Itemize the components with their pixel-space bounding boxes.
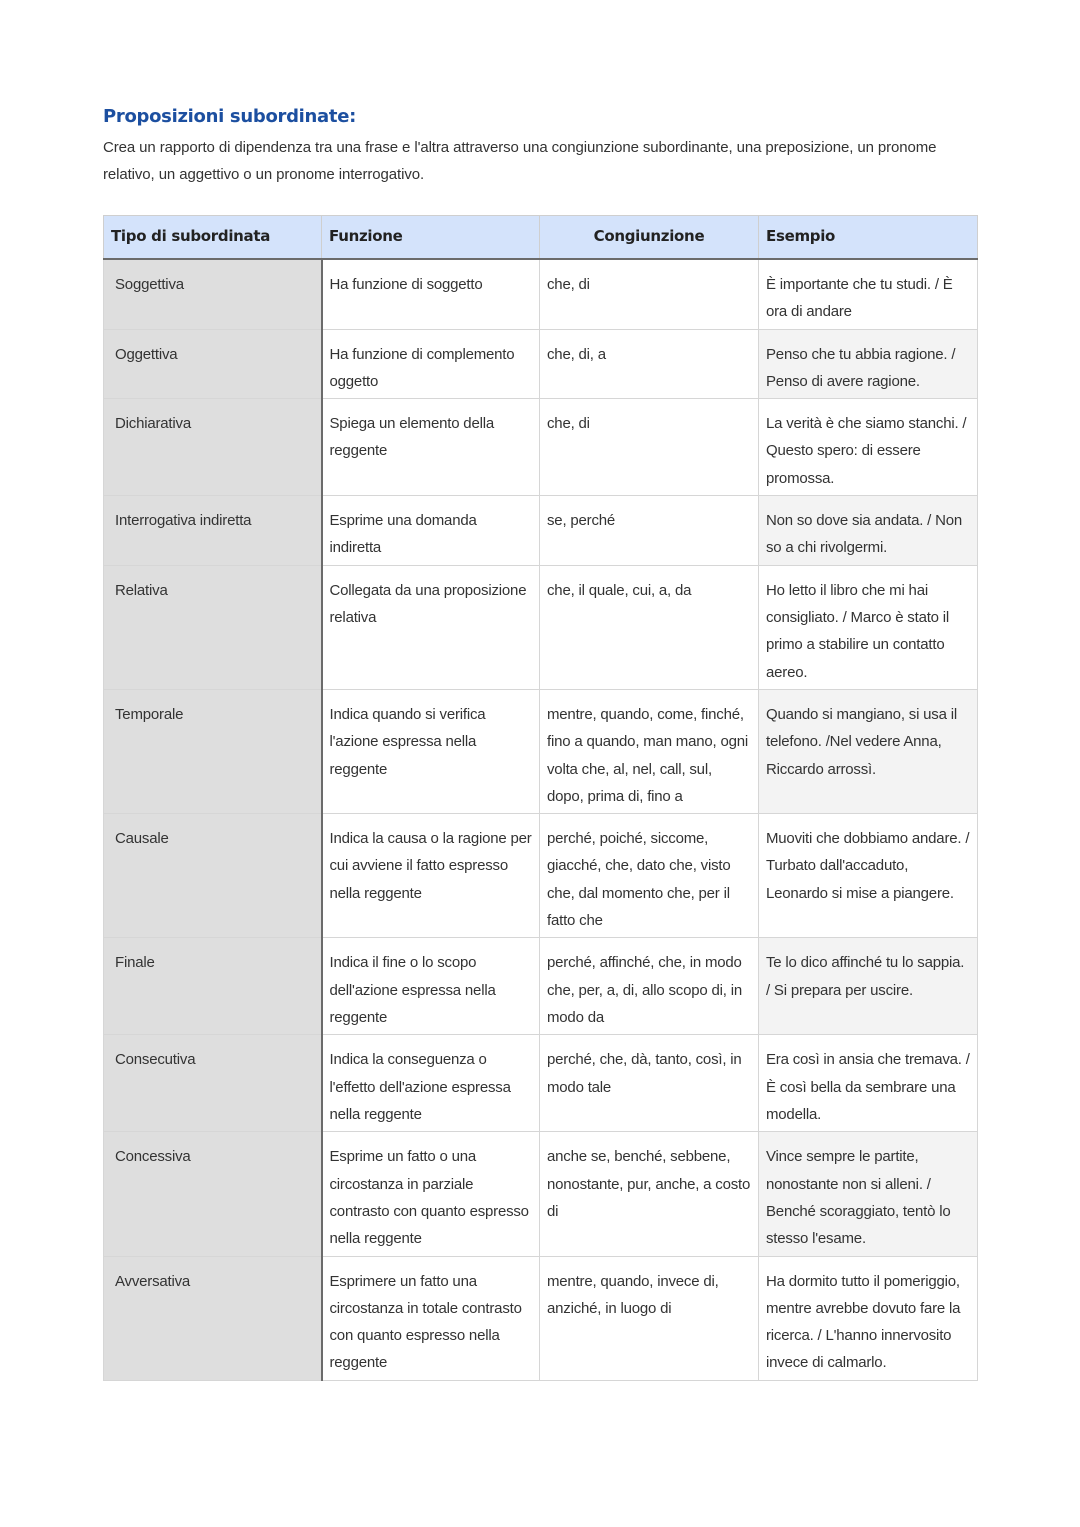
cell-congiunzione: perché, che, dà, tanto, così, in modo tale bbox=[540, 1035, 759, 1132]
cell-tipo: Causale bbox=[104, 814, 322, 938]
header-tipo: Tipo di subordinata bbox=[104, 216, 322, 260]
table-row bbox=[104, 259, 978, 329]
subordinate-table bbox=[103, 215, 978, 1381]
header-congiunzione: Congiunzione bbox=[540, 216, 759, 260]
table-row bbox=[104, 689, 978, 813]
cell-tipo: Finale bbox=[104, 938, 322, 1035]
cell-funzione: Ha funzione di complemento oggetto bbox=[322, 329, 540, 399]
cell-funzione: Esprime un fatto o una circostanza in parziale contrasto con quanto espresso nella reggente bbox=[322, 1132, 540, 1256]
cell-esempio: La verità è che siamo stanchi. / Questo spero: di essere promossa. bbox=[759, 399, 978, 496]
cell-congiunzione: se, perché bbox=[540, 496, 759, 566]
header-esempio: Esempio bbox=[759, 216, 978, 260]
cell-tipo: Consecutiva bbox=[104, 1035, 322, 1132]
cell-funzione: Indica la causa o la ragione per cui avviene il fatto espresso nella reggente bbox=[322, 814, 540, 938]
cell-tipo: Soggettiva bbox=[104, 259, 322, 329]
table-row bbox=[104, 1256, 978, 1380]
cell-congiunzione: che, di, a bbox=[540, 329, 759, 399]
cell-esempio: Penso che tu abbia ragione. / Penso di avere ragione. bbox=[759, 329, 978, 399]
page-title: Proposizioni subordinate: bbox=[103, 106, 357, 127]
cell-funzione: Indica il fine o lo scopo dell'azione espressa nella reggente bbox=[322, 938, 540, 1035]
cell-congiunzione: perché, affinché, che, in modo che, per, a, di, allo scopo di, in modo da bbox=[540, 938, 759, 1035]
cell-congiunzione: mentre, quando, come, finché, fino a quando, man mano, ogni volta che, al, nel, call, sul, dopo, prima di, fino a bbox=[540, 689, 759, 813]
cell-esempio: Te lo dico affinché tu lo sappia. / Si prepara per uscire. bbox=[759, 938, 978, 1035]
table-header-row bbox=[104, 216, 978, 260]
cell-tipo: Oggettiva bbox=[104, 329, 322, 399]
cell-esempio: Quando si mangiano, si usa il telefono. /Nel vedere Anna, Riccardo arrossì. bbox=[759, 689, 978, 813]
table-row bbox=[104, 814, 978, 938]
cell-congiunzione: che, di bbox=[540, 259, 759, 329]
cell-funzione: Spiega un elemento della reggente bbox=[322, 399, 540, 496]
cell-funzione: Esprime una domanda indiretta bbox=[322, 496, 540, 566]
cell-esempio: Ho letto il libro che mi hai consigliato. / Marco è stato il primo a stabilire un contatto aereo. bbox=[759, 565, 978, 689]
table-row bbox=[104, 1035, 978, 1132]
cell-congiunzione: perché, poiché, siccome, giacché, che, dato che, visto che, dal momento che, per il fatto che bbox=[540, 814, 759, 938]
cell-esempio: Muoviti che dobbiamo andare. / Turbato dall'accaduto, Leonardo si mise a piangere. bbox=[759, 814, 978, 938]
cell-tipo: Dichiarativa bbox=[104, 399, 322, 496]
table-row bbox=[104, 938, 978, 1035]
cell-tipo: Temporale bbox=[104, 689, 322, 813]
cell-funzione: Collegata da una proposizione relativa bbox=[322, 565, 540, 689]
cell-esempio: Vince sempre le partite, nonostante non si alleni. / Benché scoraggiato, tentò lo stesso l'esame. bbox=[759, 1132, 978, 1256]
cell-funzione: Indica la conseguenza o l'effetto dell'azione espressa nella reggente bbox=[322, 1035, 540, 1132]
table-row bbox=[104, 399, 978, 496]
cell-esempio: Non so dove sia andata. / Non so a chi rivolgermi. bbox=[759, 496, 978, 566]
intro-paragraph: Crea un rapporto di dipendenza tra una frase e l'altra attraverso una congiunzione subordinante, una preposizione, un pronome relativo, un aggettivo o un pronome interrogativo. bbox=[103, 139, 937, 183]
table-row bbox=[104, 496, 978, 566]
cell-esempio: Era così in ansia che tremava. / È così bella da sembrare una modella. bbox=[759, 1035, 978, 1132]
cell-congiunzione: che, il quale, cui, a, da bbox=[540, 565, 759, 689]
cell-tipo: Avversativa bbox=[104, 1256, 322, 1380]
table-row bbox=[104, 329, 978, 399]
cell-congiunzione: anche se, benché, sebbene, nonostante, pur, anche, a costo di bbox=[540, 1132, 759, 1256]
header-funzione: Funzione bbox=[322, 216, 540, 260]
cell-congiunzione: che, di bbox=[540, 399, 759, 496]
document-page bbox=[103, 104, 977, 1372]
cell-tipo: Interrogativa indiretta bbox=[104, 496, 322, 566]
cell-esempio: Ha dormito tutto il pomeriggio, mentre avrebbe dovuto fare la ricerca. / L'hanno innervosito invece di calmarlo. bbox=[759, 1256, 978, 1380]
cell-funzione: Ha funzione di soggetto bbox=[322, 259, 540, 329]
table-row bbox=[104, 1132, 978, 1256]
cell-tipo: Concessiva bbox=[104, 1132, 322, 1256]
cell-funzione: Esprimere un fatto una circostanza in totale contrasto con quanto espresso nella reggente bbox=[322, 1256, 540, 1380]
cell-funzione: Indica quando si verifica l'azione espressa nella reggente bbox=[322, 689, 540, 813]
table-row bbox=[104, 565, 978, 689]
cell-congiunzione: mentre, quando, invece di, anziché, in luogo di bbox=[540, 1256, 759, 1380]
cell-tipo: Relativa bbox=[104, 565, 322, 689]
cell-esempio: È importante che tu studi. / È ora di andare bbox=[759, 259, 978, 329]
